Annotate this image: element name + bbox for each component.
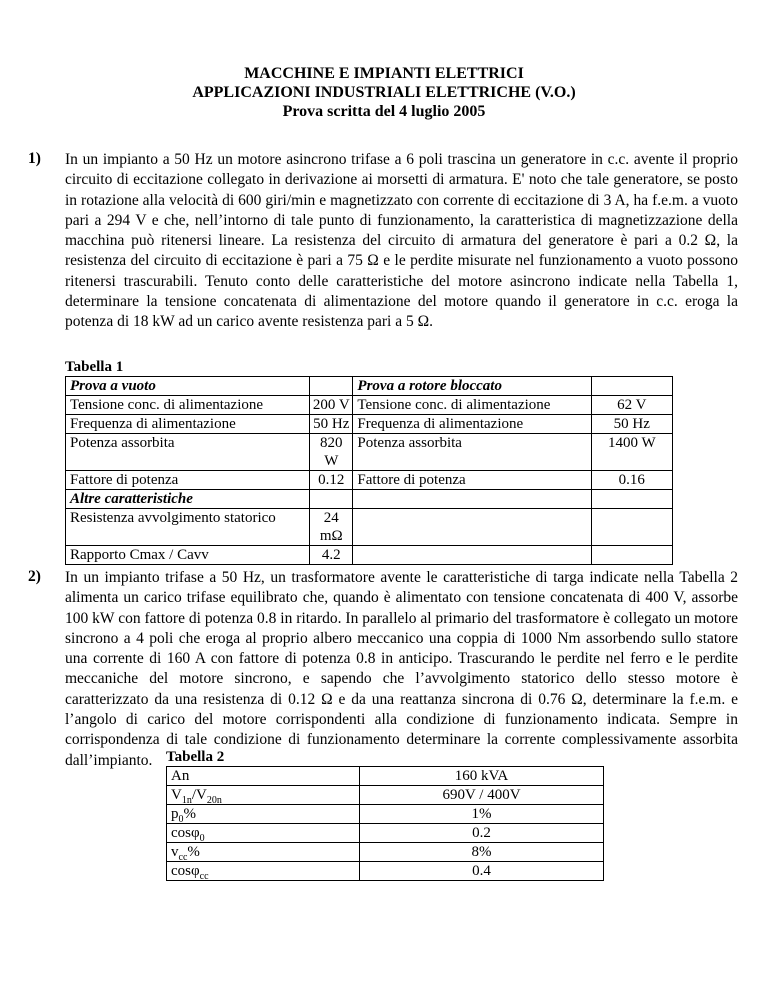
- table-cell: An: [167, 767, 360, 786]
- problem-text: In un impianto a 50 Hz un motore asincrono trifase a 6 poli trascina un generatore in c.c. avente il proprio circuito di eccitazione collegato in derivazione ai morsetti di armatura. E' noto che tale generatore, se posto in rotazione alla velocità di 600 giri/min e magnetizzato con corrente di eccitazione di 3 A, ha f.e.m. a vuoto pari a 294 V e che, nell’intorno di tale punto di funzionamento, la caratteristica di magnetizzazione della macchina può ritenersi lineare. La resistenza del circuito di armatura del generatore è pari a 0.2 Ω, la resistenza del circuito di eccitazione è pari a 75 Ω e le perdite misurate nel funzionamento a vuoto possono ritenersi trascurabili. Tenuto conto delle caratteristiche del motore asincrono indicate nella Tabella 1, determinare la tensione concatenata di alimentazione del motore quando il generatore in c.c. eroga la potenza di 18 kW ad un carico avente resistenza pari a 5 Ω.: [65, 151, 738, 331]
- table-row: [66, 415, 673, 434]
- table-cell: 0.2: [360, 824, 604, 843]
- table-cell: 24 mΩ: [310, 509, 353, 546]
- table-2: [166, 766, 604, 881]
- subscript: 0: [199, 833, 205, 844]
- table-caption: Tabella 2: [166, 749, 225, 765]
- table-cell: Rapporto Cmax / Cavv: [66, 546, 310, 565]
- table-row: [167, 767, 604, 786]
- table-row: [167, 843, 604, 862]
- table-cell: 690V / 400V: [360, 786, 604, 805]
- table-cell: Resistenza avvolgimento statorico: [66, 509, 310, 546]
- symbol-p: p: [171, 806, 179, 822]
- table-row: [66, 377, 673, 396]
- table-cell: 0.16: [591, 471, 672, 490]
- symbol-suffix: %: [183, 806, 196, 822]
- table-row: [66, 546, 673, 565]
- subscript: cc: [178, 852, 188, 863]
- table-cell: [591, 490, 672, 509]
- table-cell: 50 Hz: [310, 415, 353, 434]
- symbol-v: v: [171, 844, 179, 860]
- table-cell: Altre caratteristiche: [66, 490, 310, 509]
- table-cell: 4.2: [310, 546, 353, 565]
- table-row: [66, 471, 673, 490]
- course-title: MACCHINE E IMPIANTI ELETTRICI: [244, 65, 524, 82]
- table-cell: [167, 843, 360, 862]
- table-cell: Fattore di potenza: [66, 471, 310, 490]
- table-cell: Potenza assorbita: [353, 434, 591, 471]
- table-cell: Prova a rotore bloccato: [353, 377, 591, 396]
- course-subtitle: APPLICAZIONI INDUSTRIALI ELETTRICHE (V.O.): [192, 84, 576, 101]
- table-cell: Fattore di potenza: [353, 471, 591, 490]
- document-header: [0, 64, 768, 121]
- table-cell: [353, 546, 591, 565]
- table-cell: [591, 509, 672, 546]
- table-cell: 160 kVA: [360, 767, 604, 786]
- table-row: [167, 862, 604, 881]
- table-cell: [167, 786, 360, 805]
- table-cell: 820 W: [310, 434, 353, 471]
- table-cell: Tensione conc. di alimentazione: [66, 396, 310, 415]
- table-cell: [167, 824, 360, 843]
- symbol-cosphi: cosφ: [171, 863, 200, 879]
- table-cell: [591, 546, 672, 565]
- table-cell: 1%: [360, 805, 604, 824]
- problem-text: In un impianto trifase a 50 Hz, un trasformatore avente le caratteristiche di targa indicate nella Tabella 2 alimenta un carico trifase equilibrato che, quando è alimentato con tensione concatenata di 400 V, assorbe 100 kW con fattore di potenza 0.8 in ritardo. In parallelo al primario del trasformatore è collegato un motore sincrono a 4 poli che eroga al proprio albero meccanico una coppia di 1000 Nm assorbendo sullo statore una corrente di 160 A con fattore di potenza 0.8 in anticipo. Trascurando le perdite nel ferro e le perdite meccaniche del motore sincrono, e sapendo che l’avvolgimento statorico dello stesso motore è caratterizzato da una resistenza di 0.12 Ω e da una reattanza sincrona di 0.76 Ω, determinare la f.e.m. e l’angolo di carico del motore corrispondenti alla condizione di funzionamento indicata. Sempre in corrispondenza di tale condizione di funzionamento determinare la corrente complessivamente assorbita dall’impianto.: [65, 569, 738, 769]
- table-2-block: [166, 749, 604, 881]
- problem-number: 1): [28, 150, 41, 167]
- exam-date-title: Prova scritta del 4 luglio 2005: [282, 103, 486, 120]
- subscript: 0: [178, 814, 184, 825]
- table-cell: 50 Hz: [591, 415, 672, 434]
- table-row: [66, 509, 673, 546]
- table-cell: 8%: [360, 843, 604, 862]
- symbol-v: V: [171, 787, 182, 803]
- subscript: cc: [199, 871, 209, 882]
- table-1: [65, 376, 673, 565]
- table-row: [66, 434, 673, 471]
- table-cell: Frequenza di alimentazione: [353, 415, 591, 434]
- table-cell: Prova a vuoto: [66, 377, 310, 396]
- table-row: [66, 396, 673, 415]
- table-cell: 62 V: [591, 396, 672, 415]
- table-cell: Tensione conc. di alimentazione: [353, 396, 591, 415]
- table-cell: [353, 490, 591, 509]
- table-row: [167, 786, 604, 805]
- table-cell: 0.12: [310, 471, 353, 490]
- symbol-separator: /V: [191, 787, 207, 803]
- table-row: [167, 805, 604, 824]
- symbol-cosphi: cosφ: [171, 825, 200, 841]
- table-cell: [353, 509, 591, 546]
- table-cell: 200 V: [310, 396, 353, 415]
- table-cell: 1400 W: [591, 434, 672, 471]
- problem-number: 2): [28, 568, 41, 585]
- table-row: [66, 490, 673, 509]
- subscript: 20n: [206, 795, 222, 806]
- table-cell: Potenza assorbita: [66, 434, 310, 471]
- problem-2: [28, 568, 738, 771]
- table-cell: [310, 490, 353, 509]
- table-cell: 0.4: [360, 862, 604, 881]
- table-row: [167, 824, 604, 843]
- table-cell: [591, 377, 672, 396]
- table-cell: [167, 862, 360, 881]
- table-cell: [167, 805, 360, 824]
- symbol-suffix: %: [187, 844, 200, 860]
- table-caption: Tabella 1: [65, 359, 124, 375]
- problem-1: [28, 150, 738, 333]
- subscript: 1n: [181, 795, 192, 806]
- table-cell: [310, 377, 353, 396]
- table-1-block: [65, 359, 673, 565]
- table-cell: Frequenza di alimentazione: [66, 415, 310, 434]
